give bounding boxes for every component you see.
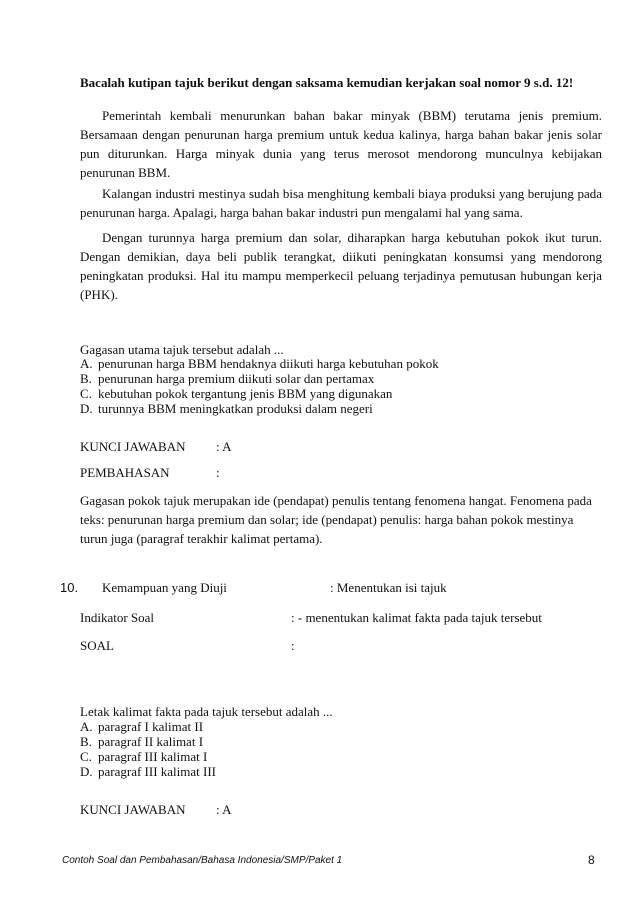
q9-option-d bbox=[80, 401, 373, 416]
option-letter: C. bbox=[80, 749, 92, 764]
q10-option-d bbox=[80, 764, 216, 779]
option-text: paragraf I kalimat II bbox=[98, 719, 204, 734]
paragraph-3: Dengan turunnya harga premium dan solar, diharapkan harga kebutuhan pokok ikut turun. Dengan demikian, daya beli publik terangkat, diikuti peningkatan konsumsi yang mendorong peningkatan produksi. Hal itu mampu memperkecil peluang terjadinya pemutusan hubungan kerja (PHK). bbox=[80, 230, 602, 302]
q9-discussion-colon: : bbox=[216, 465, 220, 480]
option-letter: D. bbox=[80, 401, 93, 416]
q9-key-value: : A bbox=[216, 439, 232, 454]
option-text: paragraf III kalimat I bbox=[98, 749, 208, 764]
q10-indicator-label: Indikator Soal bbox=[80, 610, 155, 625]
q9-option-a bbox=[80, 356, 439, 371]
option-text: kebutuhan pokok tergantung jenis BBM yang digunakan bbox=[98, 386, 393, 401]
q9-discussion-text: Gagasan pokok tajuk merupakan ide (pendapat) penulis tentang fenomena hangat. Fenomena pada teks: penurunan harga premium dan solar; ide (pendapat) penulis: harga bahan pokok mestinya turun juga (paragraf terakhir kalimat pertama). bbox=[80, 493, 592, 546]
option-letter: B. bbox=[80, 734, 92, 749]
option-letter: D. bbox=[80, 764, 93, 779]
page-number: 8 bbox=[588, 853, 595, 867]
option-letter: A. bbox=[80, 719, 93, 734]
option-letter: B. bbox=[80, 371, 92, 386]
option-text: turunnya BBM meningkatkan produksi dalam negeri bbox=[98, 401, 373, 416]
q10-ability-value: : Menentukan isi tajuk bbox=[330, 580, 447, 595]
q10-indicator-value: : - menentukan kalimat fakta pada tajuk tersebut bbox=[291, 610, 542, 625]
q10-key-value: : A bbox=[216, 802, 232, 817]
q10-key-label: KUNCI JAWABAN bbox=[80, 802, 186, 817]
option-text: paragraf III kalimat III bbox=[98, 764, 217, 779]
q10-option-a bbox=[80, 719, 203, 734]
q9-option-c bbox=[80, 386, 392, 401]
q10-ability-label: Kemampuan yang Diuji bbox=[102, 580, 227, 595]
option-text: penurunan harga BBM hendaknya diikuti harga kebutuhan pokok bbox=[98, 356, 439, 371]
q10-question: Letak kalimat fakta pada tajuk tersebut adalah ... bbox=[80, 704, 333, 719]
footer-title: Contoh Soal dan Pembahasan/Bahasa Indonesia/SMP/Paket 1 bbox=[62, 855, 343, 866]
q9-key-label: KUNCI JAWABAN bbox=[80, 439, 186, 454]
option-letter: C. bbox=[80, 386, 92, 401]
paragraph-1: Pemerintah kembali menurunkan bahan bakar minyak (BBM) terutama jenis premium. Bersamaan dengan penurunan harga premium untuk kedua kalinya, harga bahan bakar jenis solar pun diturunkan. Harga minyak dunia yang terus merosot mendorong munculnya kebijakan penurunan BBM. bbox=[80, 108, 602, 180]
paragraph-2: Kalangan industri mestinya sudah bisa menghitung kembali biaya produksi yang berujung pada penurunan harga. Apalagi, harga bahan bakar industri pun mengalami hal yang sama. bbox=[80, 186, 602, 220]
option-text: penurunan harga premium diikuti solar dan pertamax bbox=[98, 371, 375, 386]
q9-question: Gagasan utama tajuk tersebut adalah ... bbox=[80, 342, 284, 357]
q10-option-b bbox=[80, 734, 203, 749]
q10-soal-value: : bbox=[291, 638, 295, 653]
q10-option-c bbox=[80, 749, 207, 764]
option-text: paragraf II kalimat I bbox=[98, 734, 204, 749]
option-letter: A. bbox=[80, 356, 93, 371]
q10-soal-label: SOAL bbox=[80, 638, 114, 653]
q10-number: 10. bbox=[60, 580, 79, 595]
instruction: Bacalah kutipan tajuk berikut dengan saksama kemudian kerjakan soal nomor 9 s.d. 12! bbox=[80, 75, 574, 90]
q9-discussion-label: PEMBAHASAN bbox=[80, 465, 170, 480]
q9-option-b bbox=[80, 371, 374, 386]
